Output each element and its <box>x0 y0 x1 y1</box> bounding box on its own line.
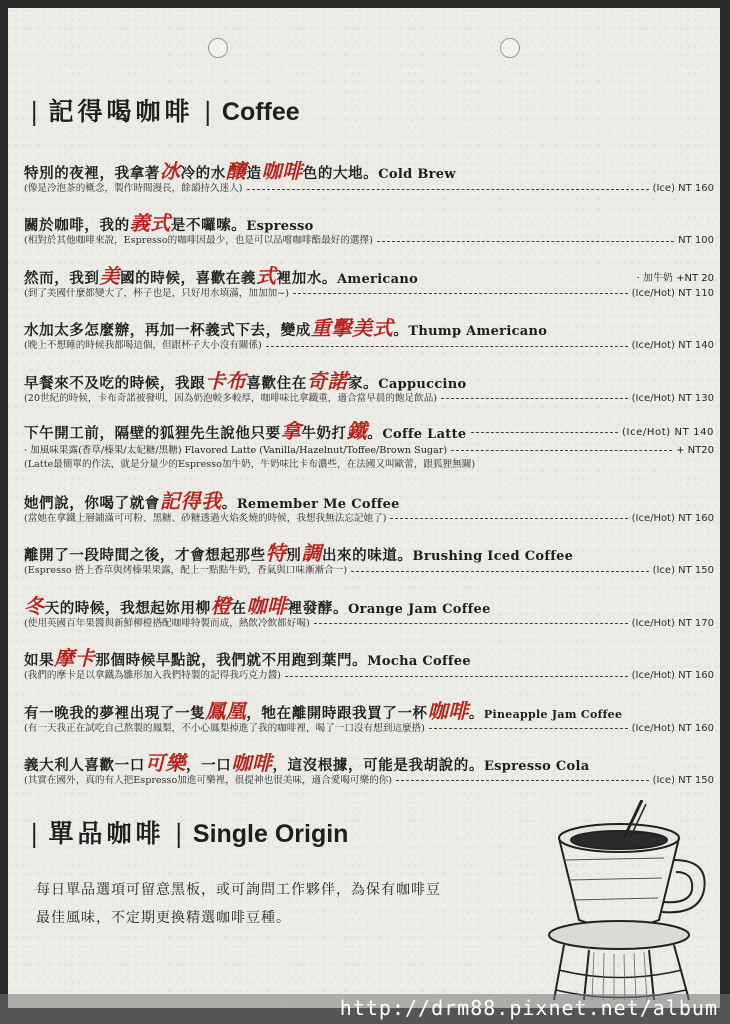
menu-item <box>24 647 714 699</box>
english-name: Espresso <box>246 219 314 235</box>
menu-item <box>24 160 714 212</box>
description-text: (使用英國百年果醬與新鮮柳橙搭配咖啡特製而成，熱飲冷飲都好喝) <box>24 617 310 629</box>
english-name: Brushing Iced Coffee <box>412 549 574 565</box>
name-text: 如果 <box>24 652 55 670</box>
name-text: 喜歡住在 <box>246 374 307 392</box>
highlight-text: 冬 <box>24 593 45 618</box>
highlight-text: 咖啡 <box>231 750 273 775</box>
menu-item-flavor-option <box>24 444 714 458</box>
leader-dots <box>314 623 628 624</box>
menu-item-name <box>24 370 714 392</box>
name-text: 。 <box>221 494 237 512</box>
name-text: 義大利人喜歡一口 <box>24 756 145 774</box>
name-text: 關於咖啡，我的 <box>24 217 130 235</box>
description-text: (相對於其他咖啡來說，Espresso的咖啡因最少，也是可以品嚐咖啡酯最好的選擇) <box>24 235 373 247</box>
name-text: 國的時候，喜歡在義 <box>120 269 257 287</box>
menu-item-addon: · 加牛奶 +NT 20 <box>636 272 714 284</box>
leader-dots <box>451 450 672 451</box>
menu-item-description <box>24 339 714 353</box>
binder-hole-left <box>208 38 228 58</box>
name-text: ，一口 <box>186 756 232 774</box>
name-text: 早餐來不及吃的時候，我跟 <box>24 374 206 392</box>
menu-item-name <box>24 265 714 287</box>
section-title-en: Coffee <box>221 98 300 126</box>
description-text: (有一天我正在試吃自己熬製的鳳梨，不小心鳳梨掉進了我的咖啡裡，喝了一口沒有想到這麼搭) <box>24 722 425 734</box>
menu-item-name <box>24 752 714 774</box>
name-text: 出來的味道。 <box>321 547 413 565</box>
menu-page <box>8 8 720 1008</box>
description-text: (當她在拿鐵上層鋪滿可可粉、黑糖、砂糖透過火焰炙燒的時候，我想我無法忘記她了) <box>24 512 387 524</box>
menu-item <box>24 752 714 804</box>
highlight-text: 調 <box>301 541 322 566</box>
menu-item <box>24 418 714 490</box>
menu-item-description <box>24 392 714 406</box>
highlight-text: 摩卡 <box>54 646 96 671</box>
menu-item-price: (Ice/Hot) NT 160 <box>631 670 714 682</box>
flavor-text: · 加風味果露(香草/榛果/太妃糖/黑糖) Flavored Latte (Vanilla/Hazelnut/Toffee/Brown Sugar) <box>24 444 448 456</box>
name-text: 色的大地。 <box>302 165 379 182</box>
flavor-price: + NT20 <box>676 444 714 456</box>
name-text: ，牠在離開時跟我買了一杯 <box>246 704 428 722</box>
menu-item <box>24 490 714 542</box>
description-text: (像是冷泡茶的概念，製作時間漫長，餘韻持久迷人) <box>24 183 243 194</box>
description-text: (20世紀的時候，卡布奇諾被發明，因為奶泡較多較厚，咖啡味比拿鐵重，適合當早晨的飽足飲品) <box>24 392 438 404</box>
english-name: Mocha Coffee <box>367 654 471 670</box>
highlight-text: 咖啡 <box>427 698 469 723</box>
menu-item <box>24 542 714 594</box>
name-text: 特別的夜裡，我拿著 <box>24 165 160 182</box>
menu-item-name <box>24 317 714 339</box>
leader-dots <box>441 398 628 399</box>
watermark-bar <box>0 994 730 1024</box>
section-title-single-origin: | 單品咖啡 | Single Origin <box>30 819 349 848</box>
menu-item-price: (Ice/Hot) NT 170 <box>631 617 714 629</box>
description-text: (晚上不想睡的時候我都喝這個，但跟杯子大小沒有關係) <box>24 340 262 352</box>
english-name: Orange Jam Coffee <box>348 601 491 617</box>
menu-item-name <box>24 160 714 182</box>
name-text: ，這沒根據，可能是我胡說的。 <box>272 756 484 774</box>
menu-item-price: (Ice/Hot) NT 140 <box>631 340 714 352</box>
description-text: (我們的摩卡是以拿鐵為雛形加入我們特製的記得我巧克力醬) <box>24 670 281 682</box>
menu-item-price: (Ice) NT 150 <box>652 774 714 786</box>
menu-item-description <box>24 722 714 736</box>
highlight-text: 義式 <box>129 211 171 236</box>
name-text: 裡發酵。 <box>287 599 349 617</box>
binder-hole-right <box>500 38 520 58</box>
menu-item-name <box>24 595 714 617</box>
leader-dots <box>471 432 619 433</box>
leader-dots <box>377 241 674 242</box>
section-title-zh: 單品咖啡 <box>48 819 165 848</box>
menu-item-name <box>24 418 714 444</box>
coffee-menu-list <box>24 160 714 804</box>
name-text: 水加太多怎麼辦，再加一杯義式下去，變成 <box>24 322 311 340</box>
menu-item-price: (Ice/Hot) NT 160 <box>631 512 714 524</box>
menu-item-name <box>24 212 714 234</box>
name-text: 天的時候，我想起妳用柳 <box>44 599 211 617</box>
section-title-en: Single Origin <box>192 820 349 848</box>
english-name: Coffe Latte <box>382 426 467 442</box>
english-name: Remember Me Coffee <box>236 496 400 512</box>
menu-item-price: (Ice/Hot) NT 110 <box>631 287 714 299</box>
leader-dots <box>266 346 628 347</box>
leader-dots <box>351 571 648 572</box>
highlight-text: 橙 <box>210 593 232 618</box>
highlight-text: 特 <box>265 541 287 566</box>
highlight-text: 奇諾 <box>306 368 349 393</box>
leader-dots <box>429 728 628 729</box>
coffee-dripper-illustration <box>544 800 714 1000</box>
menu-item <box>24 265 714 317</box>
highlight-text: 拿 <box>280 418 302 443</box>
menu-item-price: (Ice) NT 150 <box>652 565 714 577</box>
menu-item-description <box>24 458 714 472</box>
menu-item <box>24 317 714 369</box>
name-text: 牛奶打 <box>301 424 347 442</box>
name-text: 在 <box>231 599 247 617</box>
highlight-text: 記得我 <box>159 488 222 513</box>
name-text: 有一晚我的夢裡出現了一隻 <box>24 704 206 722</box>
english-name: Americano <box>337 271 419 287</box>
single-origin-line: 每日單品選項可留意黑板，或可詢問工作夥伴，為保有咖啡豆 <box>36 882 441 898</box>
menu-item-price: (Ice/Hot) NT 160 <box>631 722 714 734</box>
menu-item-name <box>24 647 714 669</box>
watermark-url: http://drm88.pixnet.net/album <box>339 996 718 1020</box>
name-text: 家。 <box>348 374 379 392</box>
highlight-text: 鳳凰 <box>205 698 247 723</box>
highlight-text: 式 <box>256 263 277 288</box>
description-text: (其實在國外，真的有人把Espresso加進可樂裡，很提神也很美味，適合愛喝可樂的你) <box>24 774 393 786</box>
description-text: (到了美國什麼都變大了，杯子也是，只好用水填滿，加加加~) <box>24 287 289 299</box>
name-text: 是不囉嗦。 <box>170 217 247 235</box>
leader-dots <box>285 676 628 677</box>
english-name: Cold Brew <box>378 167 456 182</box>
highlight-text: 咖啡 <box>246 593 288 618</box>
menu-item-price: (Ice/Hot) NT 130 <box>631 392 714 404</box>
highlight-text: 咖啡 <box>261 159 303 183</box>
name-text: 。 <box>468 704 484 722</box>
single-origin-description <box>36 876 536 932</box>
name-text: 裡加水。 <box>276 269 338 287</box>
description-text: (Espresso 搭上香草與烤榛果果露，配上一點點牛奶，香氣與口味漸漸合一) <box>24 565 348 577</box>
menu-item <box>24 370 714 422</box>
name-text: 離開了一段時間之後，才會想起那些 <box>24 547 266 565</box>
name-text: 那個時候早點說，我們就不用跑到葉門。 <box>95 652 368 670</box>
highlight-text: 重擊美式 <box>310 316 394 341</box>
english-name: Pineapple Jam Coffee <box>483 707 623 721</box>
menu-item-description <box>24 287 714 301</box>
highlight-text: 鐵 <box>346 418 368 443</box>
highlight-text: 釀 <box>225 159 247 183</box>
menu-item-name <box>24 542 714 564</box>
menu-item-description <box>24 774 714 788</box>
english-name: Espresso Cola <box>483 758 590 774</box>
menu-item-description <box>24 669 714 683</box>
highlight-text: 卡布 <box>205 368 247 393</box>
menu-item <box>24 700 714 752</box>
description-text: (Latte最簡單的作法，就是分量少的Espresso加牛奶，牛奶味比卡布濃些，在法國又叫歐蕾，跟狐狸無關) <box>24 458 476 470</box>
english-name: Thump Americano <box>408 324 548 340</box>
name-text: 造 <box>246 165 262 182</box>
menu-item-price: (Ice) NT 160 <box>652 183 714 194</box>
menu-item <box>24 595 714 647</box>
menu-item-price: NT 100 <box>678 235 714 247</box>
menu-item-name <box>24 700 714 722</box>
leader-dots <box>390 518 627 519</box>
name-text: 。 <box>393 322 409 340</box>
menu-item-description <box>24 182 714 196</box>
leader-dots <box>396 780 649 781</box>
menu-item-description <box>24 512 714 526</box>
menu-item-price: (Ice/Hot) NT 140 <box>622 426 714 438</box>
leader-dots <box>247 189 649 190</box>
name-text: 冷的水 <box>180 165 226 182</box>
menu-item-description <box>24 564 714 578</box>
name-text: 下午開工前，隔壁的狐狸先生說他只要 <box>24 424 281 442</box>
section-title-zh: 記得喝咖啡 <box>48 97 194 126</box>
menu-item-description <box>24 234 714 248</box>
name-text: 別 <box>286 547 302 565</box>
highlight-text: 美 <box>99 263 121 288</box>
name-text: 。 <box>367 424 383 442</box>
menu-item-name <box>24 490 714 512</box>
section-title-coffee: | 記得喝咖啡 | Coffee <box>30 97 300 126</box>
single-origin-line: 最佳風味，不定期更換精選咖啡豆種。 <box>36 910 291 926</box>
menu-item-description <box>24 617 714 631</box>
highlight-text: 可樂 <box>144 750 187 775</box>
english-name: Cappuccino <box>378 376 467 392</box>
name-text: 她們說，你喝了就會 <box>24 494 160 512</box>
name-text: 然而，我到 <box>24 269 100 287</box>
menu-item <box>24 212 714 264</box>
leader-dots <box>293 293 628 294</box>
highlight-text: 冰 <box>159 159 181 183</box>
